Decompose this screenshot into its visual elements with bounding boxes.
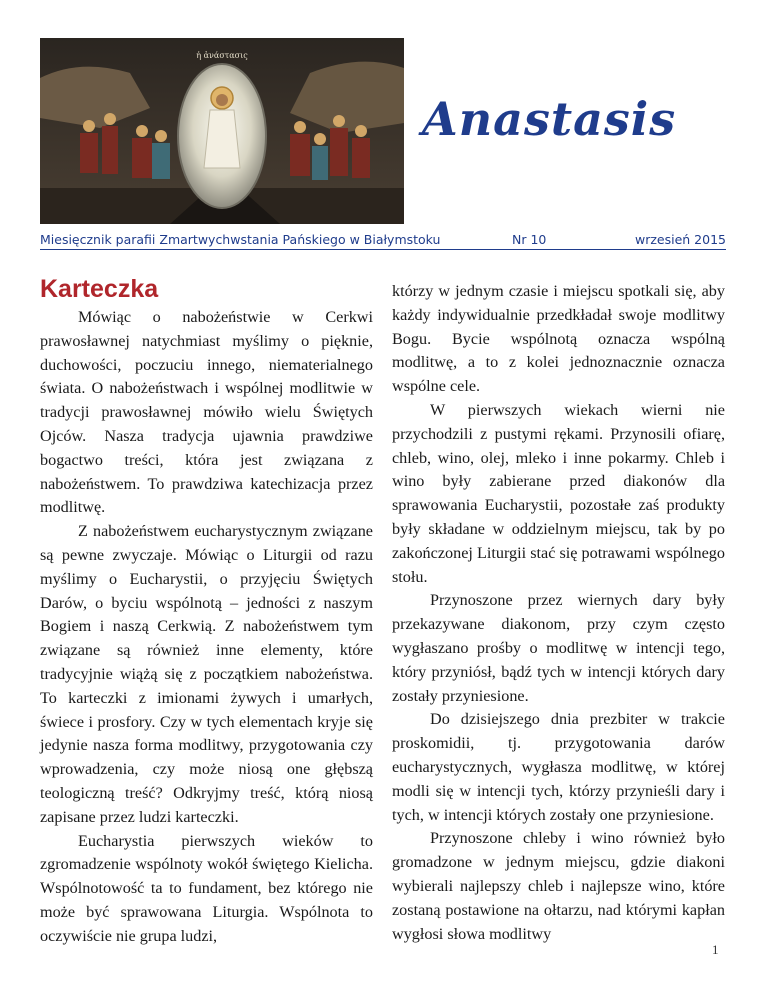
paragraph: Mówiąc o nabożeństwie w Cerkwi prawosławnej natychmiast myślimy o pięknie, duchowości, poczuciu innego, niematerialnego świata. O nabożeństwach i wspólnej modlitwie w tradycji prawosławnej mówiło wielu Świętych Ojców. Nasza tradycja ujawnia prawdziwe bogactwo treści, która jest związana z nabożeństwem. To prawdziwa katechizacja przez modlitwę. — [40, 308, 373, 517]
paragraph: Przynoszone chleby i wino również było gromadzone w jednym miejscu, gdzie diakoni wybierali najlepszy chleb i najlepsze wino, które zostaną postawione na ołtarzu, nad którymi kapłan wygłosi słowa modlitwy — [392, 829, 725, 943]
page-number: 1 — [712, 942, 719, 957]
issue-number: Nr 10 — [512, 232, 547, 247]
paragraph: Z nabożeństwem eucharystycznym związane są pewne zwyczaje. Mówiąc o Liturgii od razu myślimy o Eucharystii, o przyjęciu Świętych Darów, o byciu wspólnotą – jedności z naszym Bogiem i naszą Cerkwią. Z nabożeństwem tym związane są również inne elementy, które tradycyjnie wiążą się z początkiem nabożeństwa. To karteczki z imionami żywych i umarłych, świece i prosfory. Czy w tych elementach kryje się jedynie nasza forma modlitwy, przygotowania czy wprowadzenia, czy może niosą one głębszą teologiczną treść? Odkryjmy treść, którą niosą zapisane przez ludzi karteczki. — [40, 522, 373, 826]
article-title: Karteczka — [40, 275, 159, 303]
article-column-right — [392, 280, 725, 946]
paragraph: którzy w jednym czasie i miejscu spotkali się, aby każdy indywidualnie przedkładał swoje modlitwy Bogu. Bycie wspólnotą oznacza wspólną modlitwę, a to z kolei jednoznacznie oznacza wspólne cele. — [392, 282, 725, 396]
publication-line: Miesięcznik parafii Zmartwychwstania Pańskiego w Białymstoku — [40, 232, 441, 247]
paragraph: Do dzisiejszego dnia prezbiter w trakcie proskomidii, tj. przygotowania darów eucharystycznych, wygłasza modlitwę, w której modli się w intencji tych, którzy przynieśli dary i tych, w intencji których zostały one przyniesione. — [392, 710, 725, 824]
anastasis-fresco-image — [40, 38, 404, 224]
publication-info-bar — [40, 230, 726, 252]
header-rule — [40, 249, 726, 250]
masthead-title: Anastasis — [422, 92, 677, 146]
paragraph: Eucharystia pierwszych wieków to zgromadzenie wspólnoty wokół świętego Kielicha. Wspólnotowość ta to fundament, bez którego nie może być sprawowana Liturgia. Wspólnota to oczywiście nie grupa ludzi, — [40, 831, 373, 945]
issue-date: wrzesień 2015 — [635, 232, 726, 247]
article-column-left — [40, 274, 373, 949]
paragraph: W pierwszych wiekach wierni nie przychodzili z pustymi rękami. Przynosili ofiarę, chleb, wino, olej, mleko i inne pokarmy. Chleb i wino były zabierane przed diakonów dla sprawowania Eucharystii, pozostałe zaś produkty były składane w oddzielnym miejscu, tak by po zakończonej Liturgii stać się potrawami wspólnego stołu. — [392, 400, 725, 586]
paragraph: Przynoszone przez wiernych dary były przekazywane diakonom, przy czym często wygłaszano prośby o modlitwę w intencji tego, który przyniósł, bądź tych w intencji których dary zostały przyniesione. — [392, 591, 725, 705]
fresco-caption: ἡ ἀνάστασις — [196, 51, 248, 60]
